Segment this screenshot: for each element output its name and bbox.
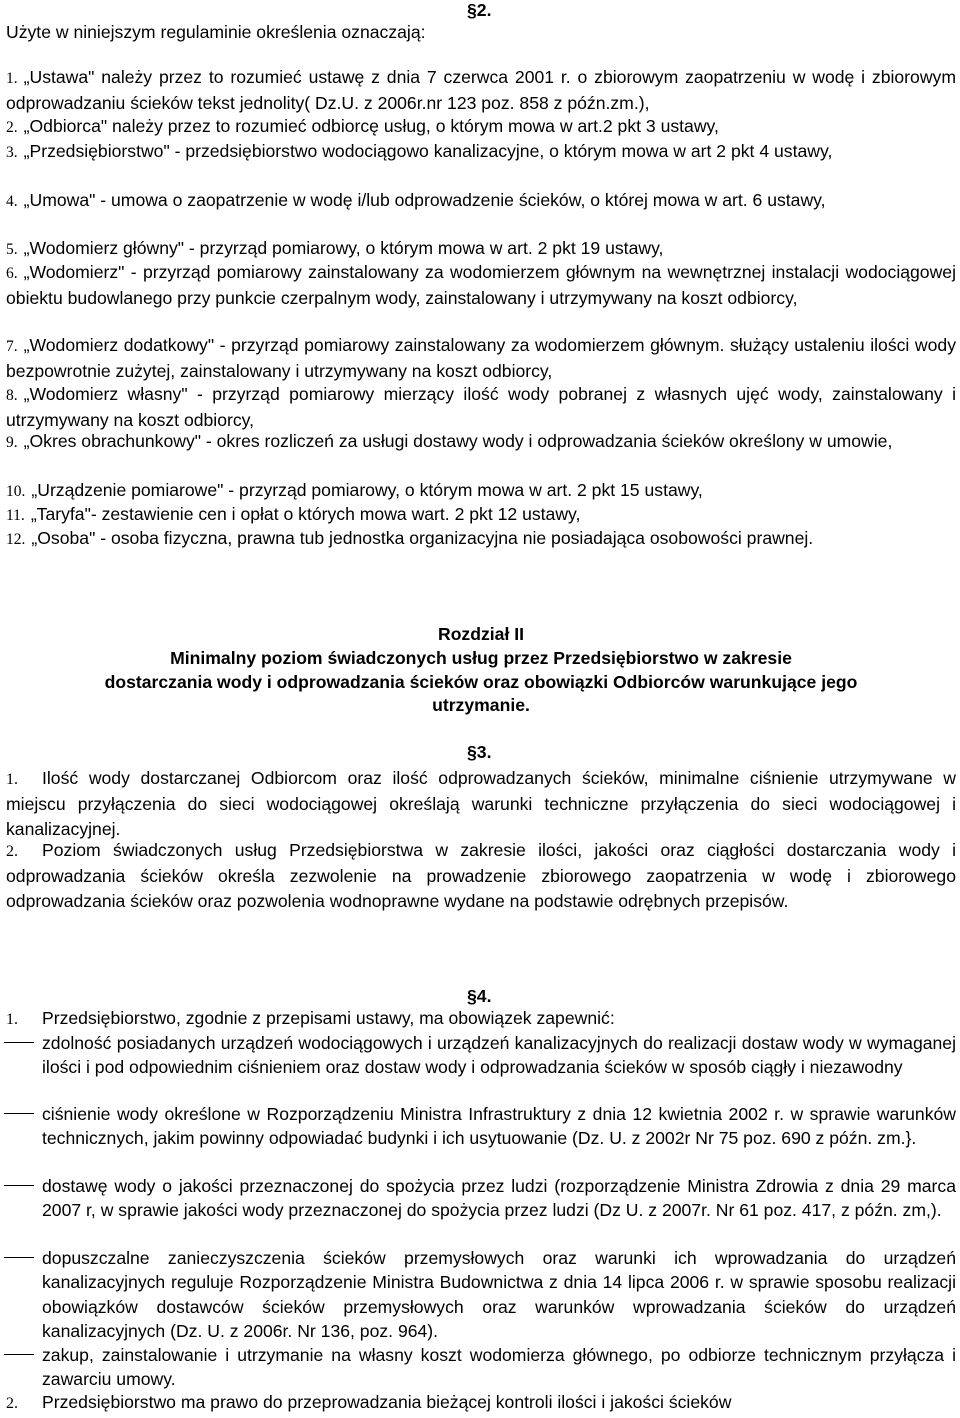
obligation-item: ciśnienie wody określone w Rozporządzeniu Ministra Infrastruktury z dnia 12 kwietnia 2002 r. w sprawie warunków technicznych, jakim powinny odpowiadać budynki i ich usytuowanie (Dz. U. z 2002r Nr 75 poz. 690 z późn. zm.}. [42, 1102, 956, 1151]
section-3-paragraph: 2. Poziom świadczonych usług Przedsiębiorstwa w zakresie ilości, jakości oraz ciągłości dostarczania wody i odprowadzania ścieków określa zezwolenie na prowadzenie zbiorowego zaopatrzenia w wodę i zbiorowego odprowadzania ścieków oraz pozwolenia wodnoprawne wydane na podstawie odrębnych przepisów. [6, 840, 956, 911]
chapter-title: Rozdział II [437, 624, 525, 644]
definition-item: 7. „Wodomierz dodatkowy" - przyrząd pomiarowy zainstalowany za wodomierzem głównym. służący ustaleniu ilości wody bezpowrotnie zużytej, zainstalowany i utrzymywany na koszt odbiorcy, [6, 335, 956, 382]
definition-item: 2. „Odbiorca" należy przez to rozumieć odbiorcę usług, o którym mowa w art.2 pkt 3 ustawy, [6, 116, 719, 136]
intro-text: Użyte w niniejszym regulaminie określenia oznaczają: [6, 22, 426, 42]
chapter-subtitle-line: Minimalny poziom świadczonych usług przez Przedsiębiorstwo w zakresie [170, 648, 792, 668]
definition-item: 6. „Wodomierz" - przyrząd pomiarowy zainstalowany za wodomierzem głównym na wewnętrznej instalacji wodociągowej obiektu budowlanego przy punkcie czerpalnym wody, zainstalowany i utrzymywany na koszt odbiorcy, [6, 262, 956, 309]
definition-item: 1. „Ustawa" należy przez to rozumieć ustawę z dnia 7 czerwca 2001 r. o zbiorowym zaopatrzeniu w wodę i zbiorowym odprowadzaniu ścieków tekst jednolity( Dz.U. z 2006r.nr 123 poz. 858 z późn.zm.), [6, 67, 956, 114]
dash-bullet-icon [4, 1113, 34, 1114]
obligation-item: zdolność posiadanych urządzeń wodociągowych i urządzeń kanalizacyjnych do realizacji dostaw wody w wymaganej ilości i pod odpowiednim ciśnieniem oraz dostaw wody i odprowadzania ścieków w sposób ciągły i niezawodny [42, 1031, 956, 1080]
section-4-paragraph: 1. Przedsiębiorstwo, zgodnie z przepisami ustawy, ma obowiązek zapewnić: [6, 1008, 615, 1028]
dash-bullet-icon [4, 1257, 34, 1258]
dash-bullet-icon [4, 1185, 34, 1186]
obligation-item: zakup, zainstalowanie i utrzymanie na własny koszt wodomierza głównego, po odbiorze technicznym przyłącza i zawarciu umowy. [42, 1343, 956, 1392]
section-3-paragraph: 1. Ilość wody dostarczanej Odbiorcom oraz ilość odprowadzanych ścieków, minimalne ciśnienie utrzymywane w miejscu przyłączenia do sieci wodociągowej określają warunki techniczne przyłączenia do sieci wodociągowej i kanalizacyjnej. [6, 768, 956, 839]
section-2-heading: §2. [467, 0, 492, 20]
obligation-item: dostawę wody o jakości przeznaczonej do spożycia przez ludzi (rozporządzenie Ministra Zdrowia z dnia 29 marca 2007 r, w sprawie jakości wody przeznaczonej do spożycia przez ludzi (Dz U. z 2007r. Nr 61 poz. 417, z późn. zm,). [42, 1174, 956, 1223]
definition-item: 12. „Osoba" - osoba fizyczna, prawna tub jednostka organizacyjna nie posiadająca osobowości prawnej. [6, 528, 814, 548]
definition-item: 10. „Urządzenie pomiarowe" - przyrząd pomiarowy, o którym mowa w art. 2 pkt 15 ustawy, [6, 480, 703, 500]
definition-item: 4. „Umowa" - umowa o zaopatrzenie w wodę i/lub odprowadzenie ścieków, o której mowa w art. 6 ustawy, [6, 190, 826, 210]
definition-item: 5. „Wodomierz główny" - przyrząd pomiarowy, o którym mowa w art. 2 pkt 19 ustawy, [6, 238, 664, 258]
section-4-paragraph: 2. Przedsiębiorstwo ma prawo do przeprowadzania bieżącej kontroli ilości i jakości ścieków [6, 1392, 732, 1412]
definition-item: 9. „Okres obrachunkowy" - okres rozliczeń za usługi dostawy wody i odprowadzania ścieków określony w umowie, [6, 431, 893, 451]
chapter-subtitle-line: utrzymanie. [432, 695, 530, 715]
section-4-heading: §4. [467, 986, 492, 1006]
dash-bullet-icon [4, 1042, 34, 1043]
definition-item: 3. „Przedsiębiorstwo" - przedsiębiorstwo wodociągowo kanalizacyjne, o którym mowa w art 2 pkt 4 ustawy, [6, 141, 833, 161]
definition-item: 8. „Wodomierz własny" - przyrząd pomiarowy mierzący ilość wody pobranej z własnych ujęć wody, zainstalowany i utrzymywany na koszt odbiorcy, [6, 384, 956, 431]
definition-item: 11. „Taryfa"- zestawienie cen i opłat o których mowa wart. 2 pkt 12 ustawy, [6, 504, 581, 524]
dash-bullet-icon [4, 1354, 34, 1355]
chapter-subtitle-line: dostarczania wody i odprowadzania ścieków oraz obowiązki Odbiorców warunkujące jego [104, 672, 858, 692]
section-3-heading: §3. [467, 742, 492, 762]
obligation-item: dopuszczalne zanieczyszczenia ścieków przemysłowych oraz warunki ich wprowadzania do urządzeń kanalizacyjnych reguluje Rozporządzenie Ministra Budownictwa z dnia 14 lipca 2006 r. w sprawie sposobu realizacji obowiązków dostawców ścieków przemysłowych oraz warunków wprowadzania ścieków do urządzeń kanalizacyjnych (Dz. U. z 2006r. Nr 136, poz. 964). [42, 1246, 956, 1344]
